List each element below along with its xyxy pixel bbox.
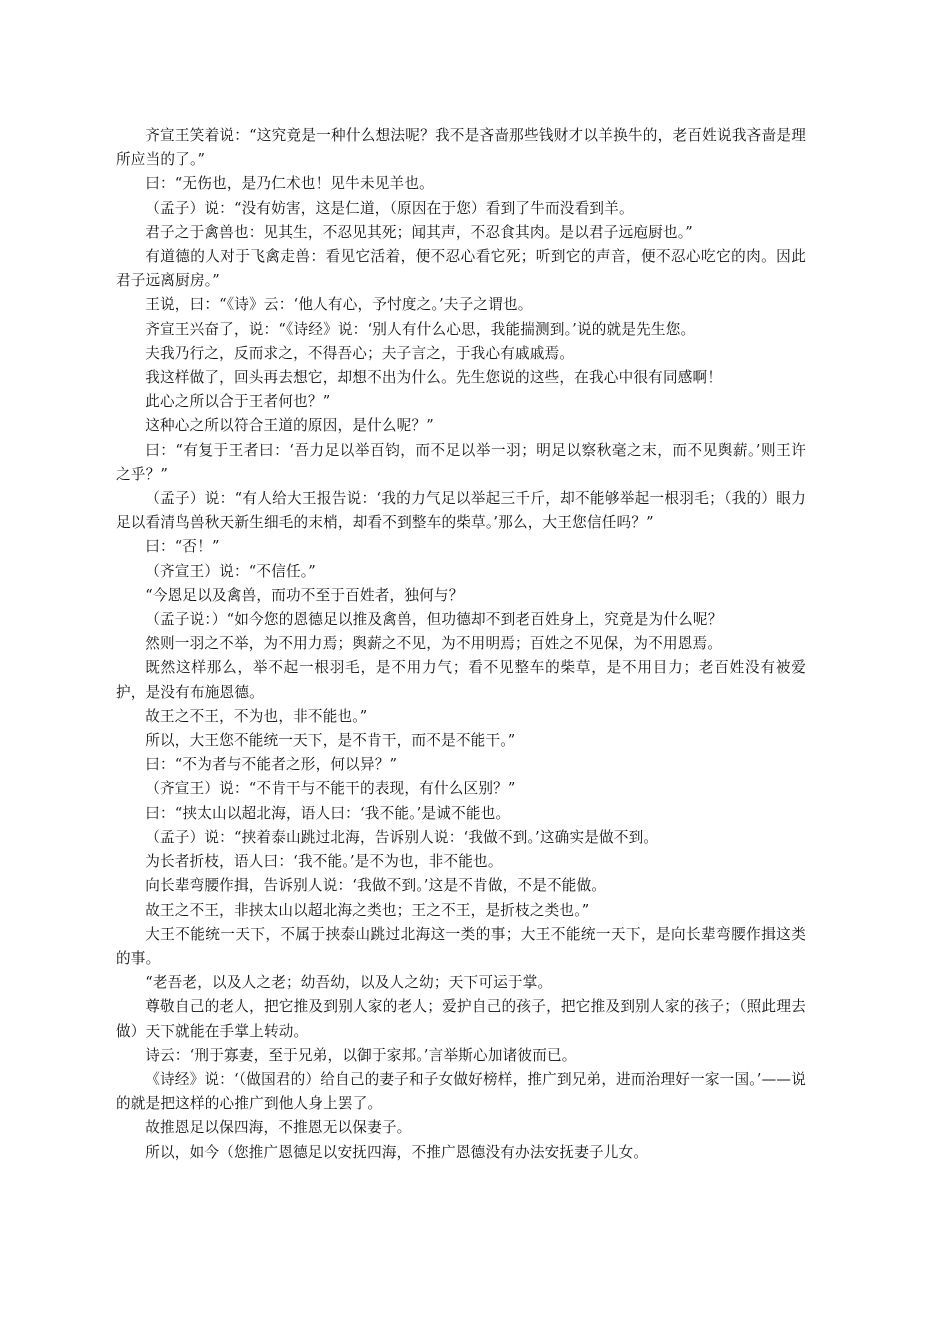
paragraph: 曰：“有复于王者曰：‘吾力足以举百钧，而不足以举一羽；明足以察秋毫之末，而不见舆薪。’则王许之乎？” [116,441,806,483]
paragraph: 所以，大王您不能统一天下，是不肯干，而不是不能干。” [145,732,516,750]
paragraph: 曰：“否！” [145,538,220,556]
paragraph: 齐宣王兴奋了，说：“《诗经》说：‘别人有什么心思，我能揣测到。’说的就是先生您。 [145,320,696,338]
paragraph: “老吾老，以及人之老；幼吾幼，以及人之幼；天下可运于掌。 [145,974,553,992]
paragraph: 王说，曰：“《诗》云：‘他人有心，予忖度之。’夫子之谓也。 [145,296,533,314]
paragraph: 《诗经》说：‘（做国君的）给自己的妻子和子女做好榜样，推广到兄弟，进而治理好一家一国。’——说的就是把这样的心推广到他人身上罢了。 [116,1070,806,1113]
paragraph: 所以，如今（您推广恩德足以安抚四海，不推广恩德没有办法安抚妻子儿女。 [145,1143,649,1161]
paragraph: 故王之不王，非挟太山以超北海之类也；王之不王，是折枝之类也。” [145,901,590,919]
paragraph: 诗云：‘刑于寡妻，至于兄弟，以御于家邦。’言举斯心加诸彼而已。 [145,1046,577,1064]
paragraph: 然则一羽之不举，为不用力焉；舆薪之不见，为不用明焉；百姓之不见保，为不用恩焉。 [145,635,723,653]
paragraph: 夫我乃行之，反而求之，不得吾心；夫子言之，于我心有戚戚焉。 [145,344,575,362]
paragraph: （齐宣王）说：“不肯干与不能干的表现，有什么区别？” [145,780,516,798]
paragraph: （孟子说：）“如今您的恩德足以推及禽兽，但功德却不到老百姓身上，究竟是为什么呢？ [145,611,723,629]
paragraph: 君子之于禽兽也：见其生，不忍见其死；闻其声，不忍食其肉。是以君子远庖厨也。” [145,223,693,241]
paragraph: 为长者折枝，语人曰：‘我不能。’是不为也，非不能也。 [145,853,503,871]
paragraph: “今恩足以及禽兽，而功不至于百姓者，独何与？ [145,586,464,604]
paragraph: 曰：“无伤也，是乃仁术也！见牛未见羊也。 [145,175,434,193]
paragraph: （孟子）说：“没有妨害，这是仁道，（原因在于您）看到了牛而没看到羊。 [145,199,634,217]
paragraph: 故王之不王，不为也，非不能也。” [145,707,368,725]
paragraph: 大王不能统一天下，不属于挟泰山跳过北海这一类的事；大王不能统一天下，是向长辈弯腰作揖这类的事。 [116,925,806,967]
paragraph: 这种心之所以符合王道的原因，是什么呢？” [145,417,434,435]
paragraph: 尊敬自己的老人，把它推及到别人家的老人；爱护自己的孩子，把它推及到别人家的孩子；（照此理去做）天下就能在手掌上转动。 [116,998,806,1040]
paragraph: （齐宣王）说：“不信任。” [145,562,316,580]
paragraph: （孟子）说：“挟着泰山跳过北海，告诉别人说：‘我做不到。’这确实是做不到。 [145,828,659,846]
paragraph: 此心之所以合于王者何也？” [145,393,331,411]
paragraph: 曰：“不为者与不能者之形，何以异？” [145,756,398,774]
paragraph: 故推恩足以保四海，不推恩无以保妻子。 [145,1119,412,1137]
paragraph: 既然这样那么，举不起一根羽毛，是不用力气；看不见整车的柴草，是不用目力；老百姓没有被爱护，是没有布施恩德。 [116,659,806,701]
paragraph: 齐宣王笑着说：“这究竟是一种什么想法呢？我不是吝啬那些钱财才以羊换牛的，老百姓说我吝啬是理所应当的了。” [116,127,806,169]
document-page [116,124,806,1165]
paragraph: 有道德的人对于飞禽走兽：看见它活着，便不忍心看它死；听到它的声音，便不忍心吃它的肉。因此君子远离厨房。” [116,248,806,290]
paragraph: 向长辈弯腰作揖，告诉别人说：‘我做不到。’这是不肯做，不是不能做。 [145,877,607,895]
paragraph: （孟子）说：“有人给大王报告说：‘我的力气足以举起三千斤，却不能够举起一根羽毛；（我的）眼力足以看清鸟兽秋天新生细毛的末梢，却看不到整车的柴草。’那么，大王您信任吗？” [116,490,806,532]
paragraph: 曰：“挟太山以超北海，语人曰：‘我不能。’是诚不能也。 [145,804,511,822]
paragraph: 我这样做了，回头再去想它，却想不出为什么。先生您说的这些，在我心中很有同感啊！ [145,369,723,387]
